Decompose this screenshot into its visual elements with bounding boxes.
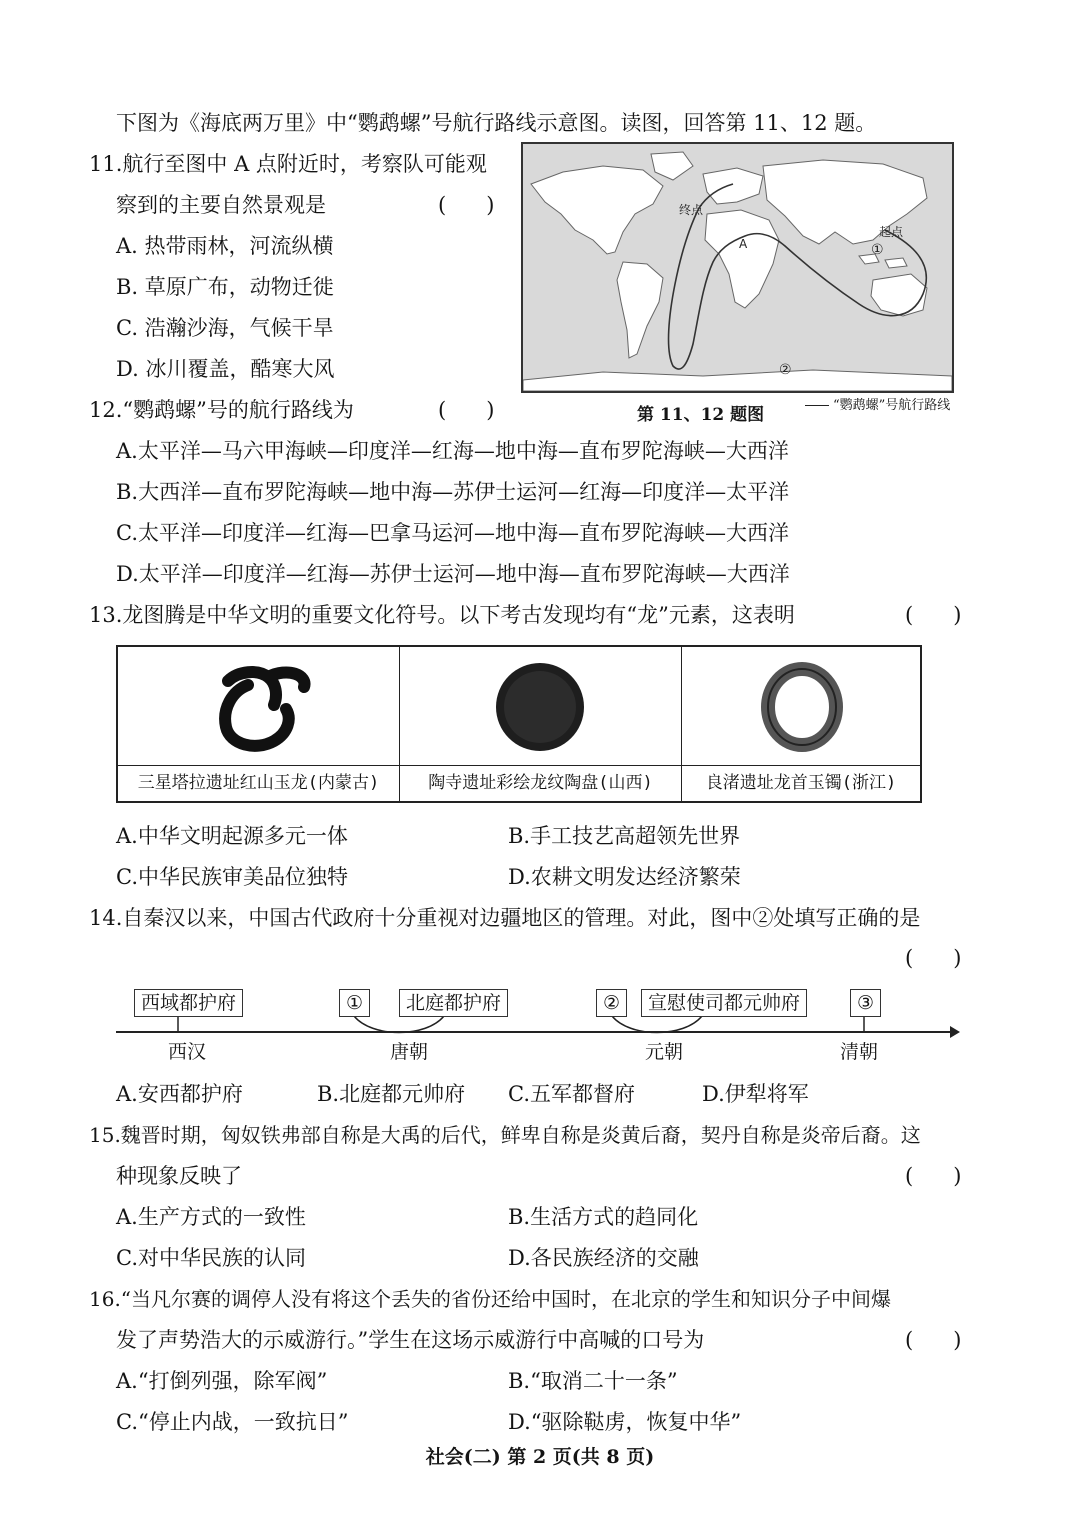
timeline-era-tang: 唐朝	[390, 1041, 429, 1063]
artifact-cell-1	[118, 647, 400, 801]
timeline-era-xihan: 西汉	[168, 1041, 207, 1063]
map-end-label: 终点	[679, 203, 704, 217]
q15-answer-blank[interactable]: ( )	[905, 1164, 962, 1188]
jade-dragon-icon	[118, 647, 398, 765]
timeline-era-qing: 清朝	[840, 1041, 879, 1063]
page-footer: 社会(二) 第 2 页(共 8 页)	[425, 1446, 655, 1468]
world-map-svg	[523, 144, 952, 391]
q13-option-c[interactable]: C.中华民族审美品位独特	[116, 865, 348, 889]
q16-option-a[interactable]: A.“打倒列强，除军阀”	[116, 1369, 328, 1393]
map-legend-text: “鹦鹉螺”号航行路线	[833, 398, 951, 413]
q13-stem: 13.龙图腾是中华文明的重要文化符号。以下考古发现均有“龙”元素，这表明	[89, 603, 795, 627]
q12-option-d[interactable]: D.太平洋—印度洋—红海—苏伊士运河—地中海—直布罗陀海峡—大西洋	[116, 562, 790, 586]
q13-answer-blank[interactable]: ( )	[905, 603, 962, 627]
map-marker-2: ②	[779, 362, 792, 378]
q16-stem-line2: 发了声势浩大的示威游行。”学生在这场示威游行中高喊的口号为	[116, 1328, 705, 1352]
q14-option-d[interactable]: D.伊犁将军	[702, 1082, 809, 1106]
q16-answer-blank[interactable]: ( )	[905, 1328, 962, 1352]
artifact-caption-1: 三星塔拉遗址红山玉龙(内蒙古)	[118, 765, 399, 802]
artifact-image-2	[400, 647, 681, 765]
route-legend-line-icon	[805, 405, 829, 406]
map-start-label: 起点	[879, 225, 904, 239]
timeline-box-blank-1: ①	[339, 989, 370, 1017]
q11-option-c[interactable]: C. 浩瀚沙海，气候干旱	[116, 316, 334, 340]
q11-option-a[interactable]: A. 热带雨林，河流纵横	[116, 234, 334, 258]
timeline-box-xiyu: 西域都护府	[134, 989, 243, 1017]
q15-stem-line1: 15.魏晋时期，匈奴铁弗部自称是大禹的后代，鲜卑自称是炎黄后裔，契丹自称是炎帝后裔。这	[89, 1123, 921, 1147]
jade-bracelet-icon	[682, 647, 920, 765]
map-marker-1: ①	[871, 242, 884, 258]
q12-option-a[interactable]: A.太平洋—马六甲海峡—印度洋—红海—地中海—直布罗陀海峡—大西洋	[116, 439, 789, 463]
q15-option-a[interactable]: A.生产方式的一致性	[116, 1205, 306, 1229]
q15-stem-line2: 种现象反映了	[116, 1164, 242, 1188]
q11-stem-line2: 察到的主要自然景观是	[116, 193, 326, 217]
reading-intro: 下图为《海底两万里》中“鹦鹉螺”号航行路线示意图。读图，回答第 11、12 题。	[116, 111, 877, 135]
q13-option-d[interactable]: D.农耕文明发达经济繁荣	[508, 865, 741, 889]
q15-option-d[interactable]: D.各民族经济的交融	[508, 1246, 699, 1270]
q16-stem-line1: 16.“当凡尔赛的调停人没有将这个丢失的省份还给中国时，在北京的学生和知识分子中间爆	[89, 1287, 892, 1311]
q12-option-b[interactable]: B.大西洋—直布罗陀海峡—地中海—苏伊士运河—红海—印度洋—太平洋	[116, 480, 790, 504]
artifact-image-3	[682, 647, 920, 765]
artifact-caption-2: 陶寺遗址彩绘龙纹陶盘(山西)	[400, 765, 681, 802]
artifact-image-1	[118, 647, 399, 765]
map-point-a-label: A	[739, 237, 748, 251]
q15-option-b[interactable]: B.生活方式的趋同化	[508, 1205, 699, 1229]
q16-option-c[interactable]: C.“停止内战，一致抗日”	[116, 1410, 349, 1434]
q13-option-b[interactable]: B.手工技艺高超领先世界	[508, 824, 741, 848]
world-map-figure	[521, 142, 954, 393]
timeline-box-beiting: 北庭都护府	[399, 989, 508, 1017]
q14-option-a[interactable]: A.安西都护府	[116, 1082, 243, 1106]
q12-stem: 12.“鹦鹉螺”号的航行路线为	[89, 398, 354, 422]
pottery-plate-icon	[400, 647, 680, 765]
q16-option-b[interactable]: B.“取消二十一条”	[508, 1369, 678, 1393]
artifact-cell-3	[682, 647, 920, 801]
q11-option-d[interactable]: D. 冰川覆盖，酷寒大风	[116, 357, 335, 381]
map-legend	[805, 394, 950, 413]
artifact-image-table	[116, 645, 922, 803]
q11-option-b[interactable]: B. 草原广布，动物迁徙	[116, 275, 334, 299]
q11-answer-blank[interactable]: ( )	[438, 193, 495, 217]
map-caption: 第 11、12 题图	[637, 405, 765, 425]
q14-option-c[interactable]: C.五军都督府	[508, 1082, 635, 1106]
artifact-caption-3: 良渚遗址龙首玉镯(浙江)	[682, 765, 920, 802]
q11-stem-line1: 11.航行至图中 A 点附近时，考察队可能观	[89, 152, 487, 176]
q14-option-b[interactable]: B.北庭都元帅府	[317, 1082, 466, 1106]
timeline-box-blank-2: ②	[596, 989, 627, 1017]
q13-option-a[interactable]: A.中华文明起源多元一体	[116, 824, 348, 848]
q14-stem: 14.自秦汉以来，中国古代政府十分重视对边疆地区的管理。对此，图中②处填写正确的是	[89, 906, 921, 930]
q16-option-d[interactable]: D.“驱除鞑虏，恢复中华”	[508, 1410, 742, 1434]
timeline-box-blank-3: ③	[850, 989, 881, 1017]
q14-answer-blank[interactable]: ( )	[905, 946, 962, 970]
timeline-box-xuanwei: 宣慰使司都元帅府	[641, 989, 807, 1017]
q12-answer-blank[interactable]: ( )	[438, 398, 495, 422]
timeline-era-yuan: 元朝	[645, 1041, 684, 1063]
q12-option-c[interactable]: C.太平洋—印度洋—红海—巴拿马运河—地中海—直布罗陀海峡—大西洋	[116, 521, 789, 545]
q15-option-c[interactable]: C.对中华民族的认同	[116, 1246, 306, 1270]
artifact-cell-2	[400, 647, 682, 801]
